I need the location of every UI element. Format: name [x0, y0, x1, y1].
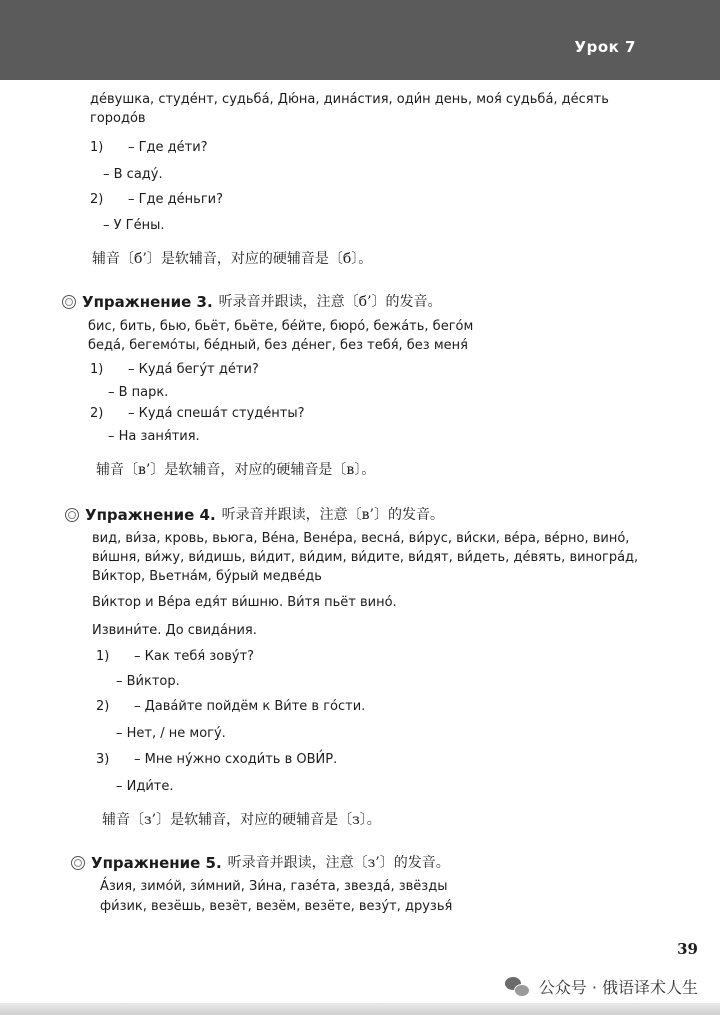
dialog-line: – Иди́те.	[116, 779, 174, 794]
dialog-number: 1)	[90, 362, 104, 377]
dialog-line: – В саду́.	[103, 167, 163, 182]
word-line: беда́, бегемо́ты, бе́дный, без де́нег, без тебя́, без меня́	[88, 338, 468, 353]
watermark	[505, 975, 698, 998]
word-line: фи́зик, везёшь, везёт, везём, везёте, везу́т, друзья́	[100, 899, 453, 914]
dialog-line: – У Ге́ны.	[103, 218, 165, 233]
audio-disc-icon[interactable]	[62, 295, 76, 309]
dialog-line	[90, 139, 208, 157]
lesson-title: Урок 7	[574, 38, 636, 56]
page-edge	[0, 1003, 720, 1015]
sentence-line: Ви́ктор и Ве́ра едя́т ви́шню. Ви́тя пьёт вино́.	[92, 595, 397, 610]
dialog-text: – Где де́ти?	[128, 140, 208, 155]
exercise-heading	[71, 853, 450, 873]
page-number: 39	[677, 940, 698, 958]
exercise-label: Упражнение 4.	[85, 506, 216, 524]
dialog-line	[96, 698, 365, 716]
dialog-number: 1)	[90, 140, 104, 155]
word-line: бис, бить, бью, бьёт, бьёте, бе́йте, бюро́, бежа́ть, бего́м	[88, 319, 474, 334]
word-line: ви́шня, ви́жу, ви́дишь, ви́дит, ви́дим, ви́дите, ви́дят, ви́деть, де́вять, виногра́д,	[92, 550, 639, 565]
word-line: вид, ви́за, кровь, вьюга, Ве́на, Вене́ра, весна́, ви́рус, ви́ски, ве́ра, ве́рно, вино́,	[92, 531, 630, 546]
dialog-line	[90, 361, 259, 379]
exercise-instruction: 听录音并跟读，注意〔б’〕的发音。	[218, 294, 442, 310]
dialog-line: – В парк.	[108, 385, 169, 400]
exercise-instruction: 听录音并跟读，注意〔в’〕的发音。	[221, 507, 445, 523]
dialog-line: – Ви́ктор.	[116, 674, 180, 689]
dialog-line	[90, 191, 223, 209]
sentence-line: Извини́те. До свида́ния.	[92, 623, 257, 638]
exercise-label: Упражнение 3.	[82, 293, 213, 311]
consonant-note: 辅音〔б’〕是软辅音，对应的硬辅音是〔б〕。	[92, 251, 373, 267]
exercise-label: Упражнение 5.	[91, 854, 222, 872]
wechat-icon	[505, 977, 531, 997]
dialog-number: 1)	[96, 649, 110, 664]
word-line: А́зия, зимо́й, зи́мний, Зи́на, газе́та, звезда́, звёзды	[100, 879, 448, 894]
dialog-text: – Куда́ спеша́т студе́нты?	[128, 406, 305, 421]
header-bar	[0, 0, 720, 80]
dialog-number: 2)	[90, 192, 104, 207]
exercise-heading	[62, 292, 442, 312]
word-line: де́вушка, студе́нт, судьба́, Дю́на, дина́стия, оди́н день, моя́ судьба́, де́сять	[90, 92, 609, 107]
dialog-text: – Дава́йте пойдём к Ви́те в го́сти.	[134, 699, 366, 714]
dialog-number: 2)	[96, 699, 110, 714]
audio-disc-icon[interactable]	[71, 856, 85, 870]
dialog-line	[96, 751, 337, 769]
word-line: Ви́ктор, Вьетна́м, бу́рый медве́дь	[92, 569, 322, 584]
dialog-line	[90, 405, 305, 423]
dialog-text: – Где де́ньги?	[128, 192, 224, 207]
dialog-text: – Куда́ бегу́т де́ти?	[128, 362, 259, 377]
dialog-line	[96, 648, 254, 666]
exercise-instruction: 听录音并跟读，注意〔з’〕的发音。	[227, 855, 450, 871]
dialog-number: 3)	[96, 752, 110, 767]
dialog-line: – Нет, / не могу́.	[116, 726, 226, 741]
audio-disc-icon[interactable]	[65, 508, 79, 522]
consonant-note: 辅音〔з’〕是软辅音，对应的硬辅音是〔з〕。	[102, 812, 381, 828]
dialog-text: – Как тебя́ зову́т?	[134, 649, 255, 664]
dialog-number: 2)	[90, 406, 104, 421]
watermark-text: 公众号 · 俄语译术人生	[538, 978, 698, 997]
exercise-heading	[65, 505, 444, 525]
consonant-note: 辅音〔в’〕是软辅音，对应的硬辅音是〔в〕。	[96, 462, 376, 478]
dialog-line: – На заня́тия.	[108, 429, 200, 444]
word-line: городо́в	[90, 111, 146, 126]
dialog-text: – Мне ну́жно сходи́ть в ОВИ́Р.	[134, 752, 338, 767]
